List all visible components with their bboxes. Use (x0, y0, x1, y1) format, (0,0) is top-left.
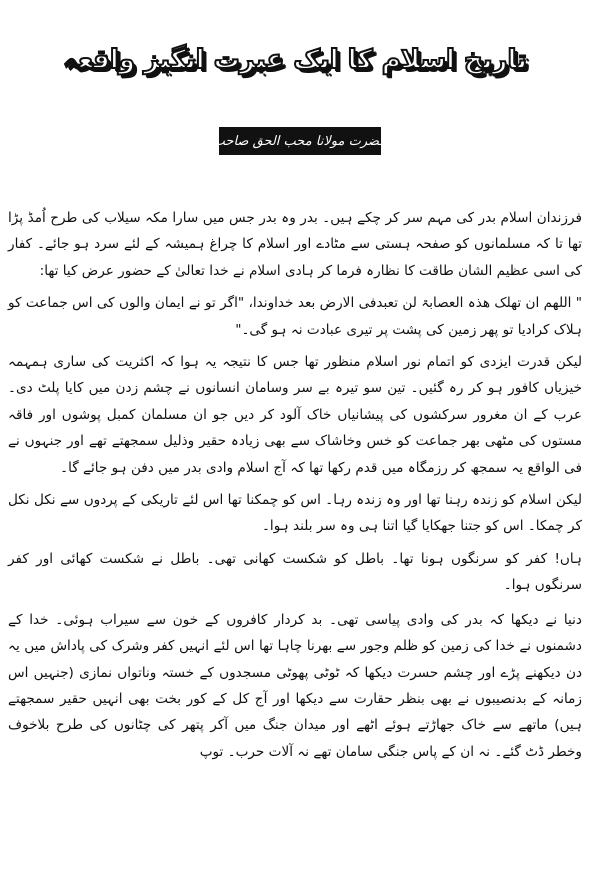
paragraph: ہاں! کفر کو سرنگوں ہونا تھا۔ باطل کو شکست کھانی تھی۔ باطل نے شکست کھائی اور کفر سرنگوں ہوا۔ (8, 550, 582, 594)
article-header (60, 22, 530, 98)
paragraph: فرزندان اسلام بدر کی مہم سر کر چکے ہیں۔ بدر وہ بدر جس میں سارا مکہ سیلاب کی طرح اُمڈ پڑا تھا تا کہ مسلمانوں کو صفحہ ہستی سے مٹادے اور اسلام کا چراغ ہمیشہ کے لئے سرد ہو جائے۔ کفار کی اسی عظیم الشان طاقت کا نظارہ فرما کر ہادی اسلام نے خدا تعالیٰ کے حضور عرض کیا تھا: (8, 210, 582, 279)
article-title: تاریخ اسلام کا ایک عبرت انگیز واقعہ (62, 45, 528, 75)
author-name: حضرت مولانا محب الحق صاحب (212, 133, 388, 149)
paragraph: " اللھم ان تھلک ھذہ العصابۃ لن تعبدفی الارض بعد خداوندا، "اگر تو نے ایمان والوں کی اس جماعت کو ہلاک کرادیا تو پھر زمین کی پشت پر تیری عبادت نہ ہو گی۔" (8, 295, 582, 338)
paragraph: لیکن قدرت ایزدی کو اتمام نور اسلام منظور تھا جس کا نتیجہ یہ ہوا کہ اکثریت کی ساری ہمہمہ خیزیاں کافور ہو کر رہ گئیں۔ تین سو تیرہ بے سر وسامان انسانوں نے چشم زدن میں کایا پلٹ دی۔ عرب کے ان مغرور سرکشوں کی پیشانیاں خاک آلود کر دیں جو ان مسلمان کمبل پوشوں اور فاقہ مستوں کی مٹھی بھر جماعت کو خس وخاشاک سے بھی زیادہ حقیر وذلیل سمجھتے تھے اور جنہوں نے فی الواقع یہ سمجھ کر رزمگاہ میں قدم رکھا تھا کہ آج اسلام وادی بدر میں دفن ہو جائے گا۔ (8, 354, 582, 476)
paragraph: لیکن اسلام کو زندہ رہنا تھا اور وہ زندہ رہا۔ اس کو چمکنا تھا اس لئے تاریکی کے پردوں سے نکل نکل کر چمکا۔ اس کو جتنا جھکایا گیا اتنا ہی وہ سر بلند ہوا۔ (8, 492, 582, 535)
author-banner (212, 127, 388, 155)
article-body (8, 205, 582, 771)
paragraph: دنیا نے دیکھا کہ بدر کی وادی پیاسی تھی۔ بد کردار کافروں کے خون سے سیراب ہوئی۔ خدا کے دشمنوں نے خدا کی زمین کو ظلم وجور سے بھرنا چاہا تھا اس لئے انہیں کفر وشرک کی پاداش میں یہ دن دیکھنے پڑے اور چشم حسرت دیکھا کہ ٹوٹی پھوٹی مسجدوں کے خستہ وناتواں نمازی (جنہیں اس زمانہ کے بدنصیبوں نے بھی بنظر حقارت سے دیکھا اور آج کل کے کور بخت بھی انہیں حقیر سمجھتے ہیں) ماتھے سے خاک جھاڑتے ہوئے اٹھے اور میدان جنگ میں آکر پتھر کی چٹانوں کی طرح بلاخوف وخطر ڈٹ گئے۔ نہ ان کے پاس جنگی سامان تھے نہ آلات حرب۔ توپ (8, 611, 582, 760)
